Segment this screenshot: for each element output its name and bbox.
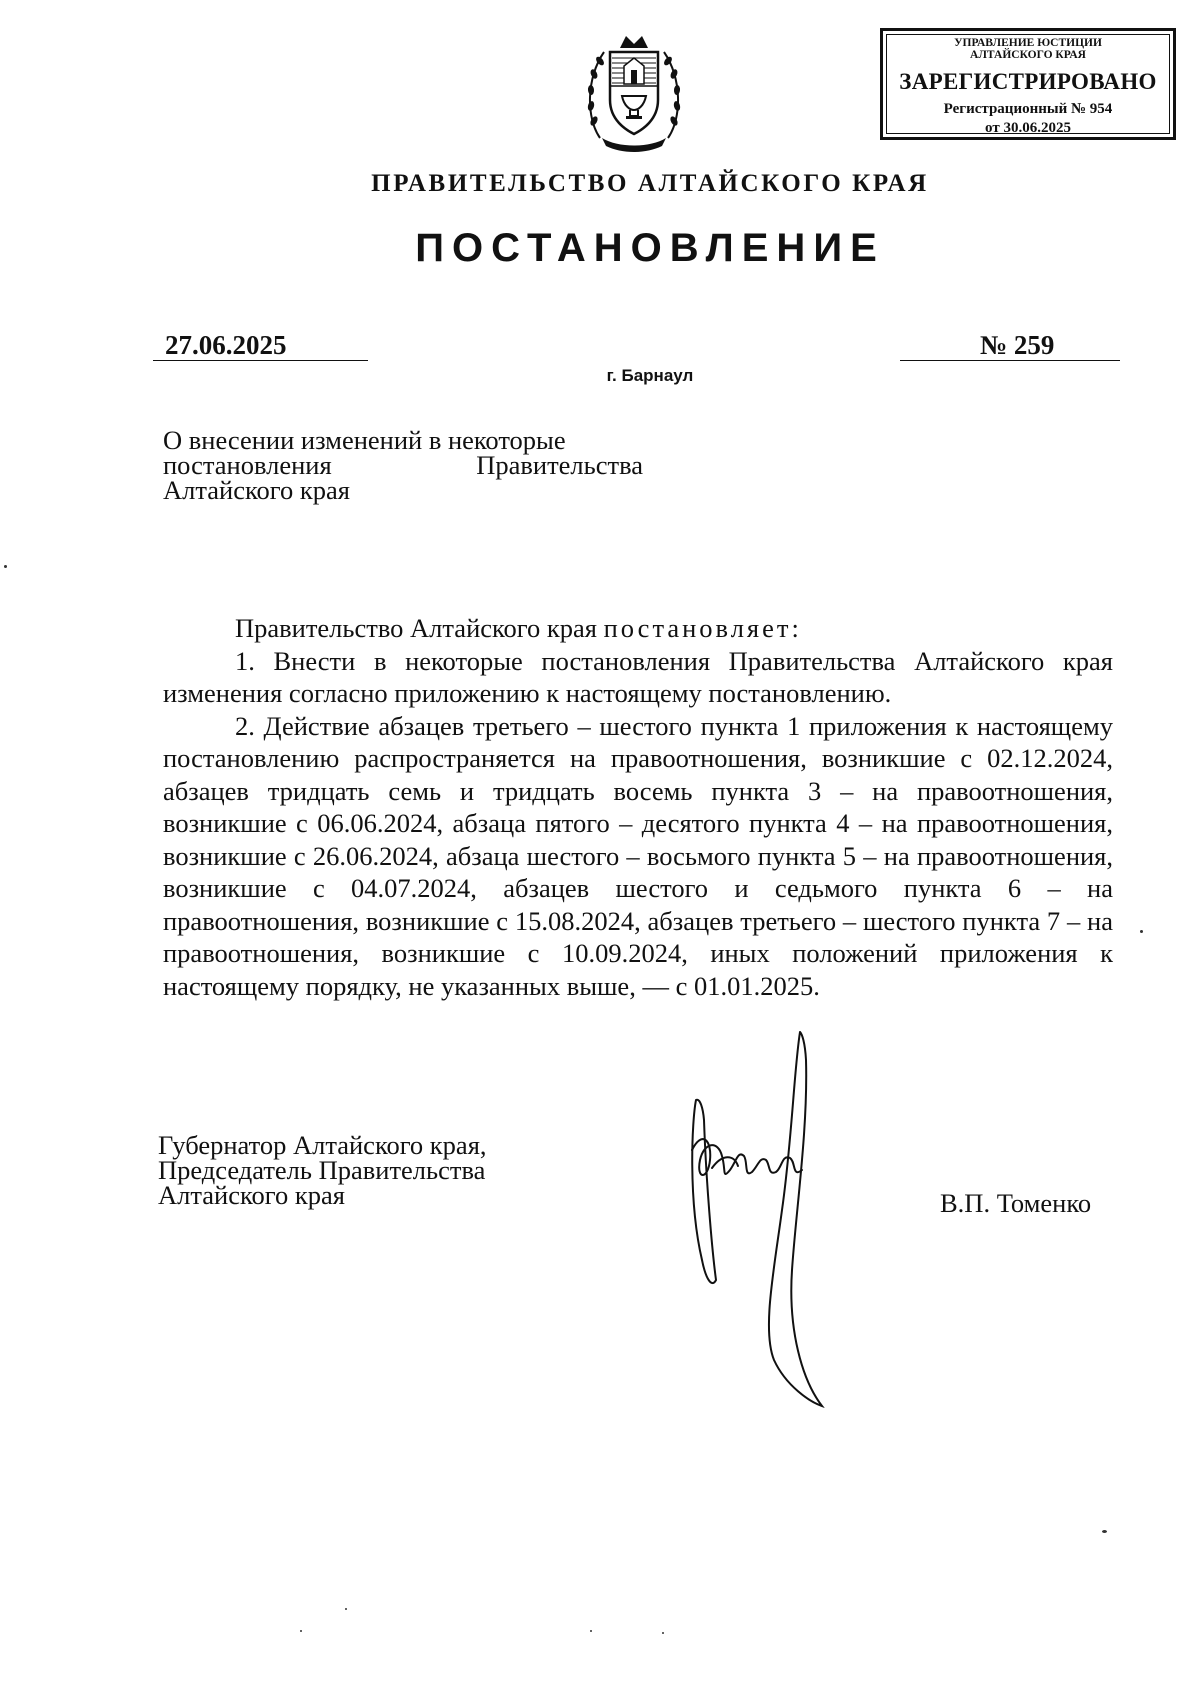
stamp-reg-number: Регистрационный № 954 <box>943 101 1113 117</box>
subject-line-3: Алтайского края <box>163 475 350 505</box>
document-date: 27.06.2025 <box>165 330 287 360</box>
coat-of-arms-emblem <box>584 26 684 154</box>
scan-speck <box>1102 1530 1107 1533</box>
signatory-title <box>158 1130 487 1210</box>
city-name: г. Барнаул <box>606 366 694 385</box>
item-1: 1. Внести в некоторые постановления Правительства Алтайского края изменения согласно приложению к настоящему постановлению. <box>163 645 1113 708</box>
scan-speck <box>662 1632 664 1634</box>
signatory-title-line-3: Алтайского края <box>158 1180 345 1210</box>
preamble <box>163 612 1113 645</box>
scan-speck <box>4 565 7 568</box>
preamble-spaced-word: постановляет <box>603 613 792 643</box>
subject-line-2-right: Правительства <box>476 450 643 480</box>
stamp-status: ЗАРЕГИСТРИРОВАНО <box>899 69 1157 94</box>
subject-line-1: О внесении изменений в некоторые <box>163 425 566 455</box>
stamp-reg-date: от 30.06.2025 <box>985 120 1071 136</box>
document-number: № 259 <box>980 330 1055 360</box>
document-type: ПОСТАНОВЛЕНИЕ <box>415 226 885 270</box>
stamp-authority-line2: АЛТАЙСКОГО КРАЯ <box>970 49 1086 61</box>
scan-speck <box>300 1630 302 1632</box>
scan-speck <box>590 1630 592 1632</box>
preamble-end: : <box>791 613 799 643</box>
signatory-title-line-1: Губернатор Алтайского края, <box>158 1130 487 1160</box>
handwritten-signature <box>682 1030 872 1410</box>
scan-speck <box>345 1608 347 1610</box>
signatory-name: В.П. Томенко <box>940 1188 1092 1218</box>
stamp-authority-line1: УПРАВЛЕНИЕ ЮСТИЦИИ <box>954 37 1102 49</box>
scan-speck <box>1140 930 1143 933</box>
date-underline <box>153 360 368 361</box>
signatory-title-line-2: Председатель Правительства <box>158 1155 486 1185</box>
item-2: 2. Действие абзацев третьего – шестого пункта 1 приложения к настоящему постановлению распространяется на правоотношения, возникшие с 02.12.2024, абзацев тридцать семь и тридцать восемь пункта 3 – на правоотношения, возникшие с 06.06.2024, абзаца пятого – десятого пункта 4 – на правоотношения, возникшие с 26.06.2024, абзаца шестого – восьмого пункта 5 – на правоотношения, возникшие с 04.07.2024, абзацев шестого и седьмого пункта 6 – на правоотношения, возникшие с 15.08.2024, абзацев третьего – шестого пункта 7 – на правоотношения, возникшие с 10.09.2024, иных положений приложения к настоящему порядку, не указанных выше, — с 01.01.2025. <box>163 710 1113 1001</box>
number-underline <box>900 360 1120 361</box>
preamble-start: Правительство Алтайского края <box>235 613 604 643</box>
subject-line-2-left: постановления <box>163 450 332 480</box>
government-name: ПРАВИТЕЛЬСТВО АЛТАЙСКОГО КРАЯ <box>371 170 929 197</box>
document-body <box>163 612 1113 1002</box>
document-subject <box>163 425 643 505</box>
registration-stamp <box>880 28 1176 140</box>
